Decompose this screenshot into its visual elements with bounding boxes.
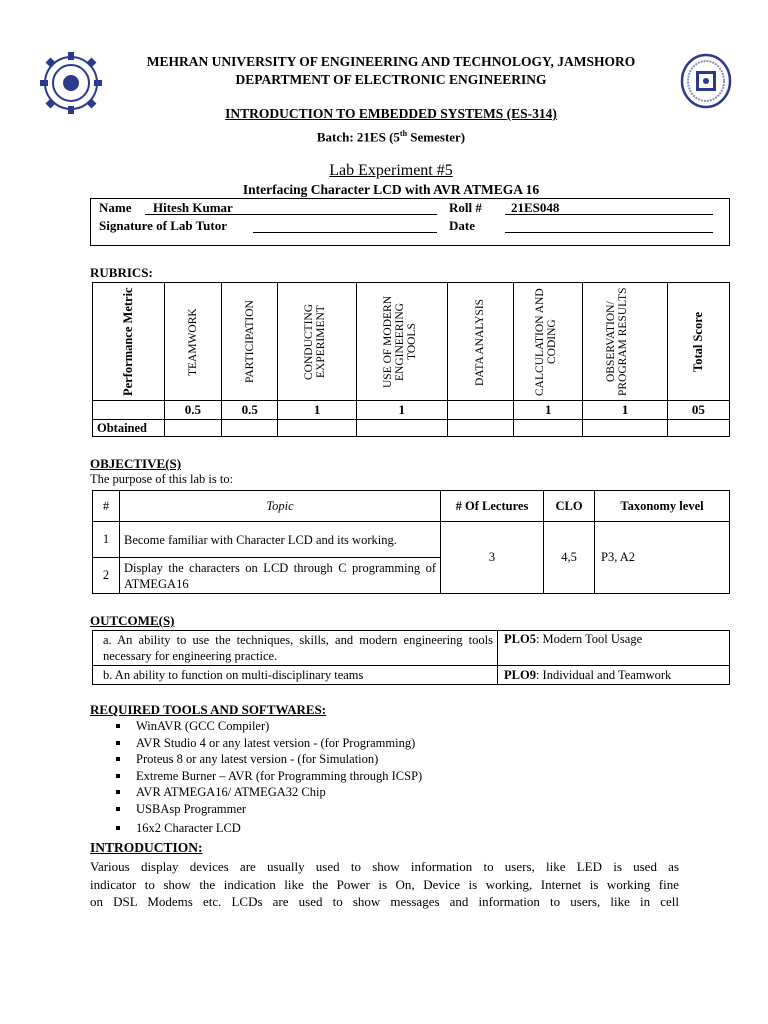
intro-line: on DSL Modems etc. LCDs are used to show messages and information to users, like in cell [90,894,679,909]
tool-item: 16x2 Character LCD [114,820,714,837]
university-logo [38,50,104,116]
col-lectures-header: # Of Lectures [441,491,544,522]
rubric-col-modern-tools: USE OF MODERN ENGINEERING TOOLS [381,295,418,388]
objective-topic: Display the characters on LCD through C programming of ATMEGA16 [120,558,441,594]
department-name: DEPARTMENT OF ELECTRONIC ENGINEERING [235,72,547,87]
batch-prefix: Batch: 21ES (5 [316,129,400,145]
tool-item: USBAsp Programmer [114,801,714,818]
lab-subtitle: Interfacing Character LCD with AVR ATMEGA 16 [242,182,540,197]
weight-cell: 05 [667,401,729,420]
rubric-col-observation: OBSERVATION/ PROGRAM RESULTS [605,287,630,396]
obtained-cell [667,420,729,437]
date-label: Date [449,218,475,233]
plo-code: PLO5 [504,632,536,646]
objectives-intro: The purpose of this lab is to: [90,472,234,486]
col-taxonomy-header: Taxonomy level [595,491,730,522]
clo-value: 4,5 [544,522,595,594]
tools-heading: REQUIRED TOOLS AND SOFTWARES: [90,702,327,717]
student-info-box [90,198,730,246]
rubric-col-cell [164,283,221,401]
obtained-cell [514,420,583,437]
obtained-cell [222,420,278,437]
objectives-table [92,490,730,594]
intro-line: indicator to show the indication like the Power is On, Device is working, Internet is working fine [90,876,679,892]
tool-item: Extreme Burner – AVR (for Programming through ICSP) [114,768,714,785]
outcomes-heading: OUTCOME(S) [90,613,175,628]
rubrics-header-row [93,283,730,401]
outcome-plo [498,666,730,685]
lectures-value: 3 [441,522,544,594]
name-underline [145,214,437,215]
roll-underline [505,214,713,215]
rubrics-table [92,282,730,437]
metric-label: Performance Metric [121,287,136,396]
rubric-col-cell [356,283,447,401]
name-value: Hitesh Kumar [153,200,233,215]
introduction-body [90,858,679,911]
intro-line: Various display devices are usually used to show information to users, like LED is used as [90,859,679,874]
rubric-col-conducting: CONDUCTING EXPERIMENT [303,303,328,380]
introduction-heading: INTRODUCTION: [90,840,203,855]
outcome-text: a. An ability to use the techniques, skills, and modern engineering tools necessary for engineering practice. [93,631,498,666]
plo-desc: : Individual and Teamwork [535,667,672,682]
outcome-row [93,631,730,666]
rubric-col-cell [667,283,729,401]
weight-cell [447,401,513,420]
taxonomy-value: P3, A2 [595,522,730,594]
plo-code: PLO9 [504,667,536,682]
objective-num: 2 [93,558,120,594]
weight-label-cell [93,401,165,420]
col-clo-header: CLO [544,491,595,522]
tool-item: AVR ATMEGA16/ ATMEGA32 Chip [114,784,714,801]
obtained-cell [583,420,667,437]
rubric-col-data-analysis: DATA ANALYSIS [474,297,487,386]
rubric-col-cell [278,283,356,401]
weight-cell: 1 [278,401,356,420]
batch-superscript: th [399,129,408,138]
roll-label: Roll # [449,200,482,215]
tool-item: WinAVR (GCC Compiler) [114,718,714,735]
batch-suffix: Semester) [407,129,466,145]
rubric-col-total: Total Score [691,311,706,372]
rubrics-weight-row [93,401,730,420]
objectives-header-row [93,491,730,522]
obtained-cell [278,420,356,437]
objective-num: 1 [93,522,120,558]
rubric-col-cell [222,283,278,401]
plo-desc: : Modern Tool Usage [535,632,643,646]
university-name: MEHRAN UNIVERSITY OF ENGINEERING AND TECHNOLOGY, JAMSHORO [146,54,636,69]
rubrics-heading: RUBRICS: [90,265,153,280]
rubric-col-cell [447,283,513,401]
col-num-header: # [93,491,120,522]
rubric-col-cell [583,283,667,401]
tool-item: AVR Studio 4 or any latest version - (for Programming) [114,735,714,752]
col-topic-header: Topic [120,491,441,522]
weight-cell: 1 [514,401,583,420]
rubrics-obtained-row [93,420,730,437]
signature-label: Signature of Lab Tutor [99,218,227,233]
obtained-label: Obtained [93,420,165,437]
outcome-row [93,666,730,685]
tools-list [114,718,714,837]
obtained-cell [356,420,447,437]
batch-line [110,125,672,145]
lab-title: Lab Experiment #5 [329,162,453,179]
weight-cell: 0.5 [164,401,221,420]
department-logo [680,53,732,109]
outcome-text: b. An ability to function on multi-disciplinary teams [93,666,498,685]
weight-cell: 0.5 [222,401,278,420]
rubric-col-teamwork: TEAMWORK [186,307,199,376]
obtained-cell [447,420,513,437]
rubric-col-calculation: CALCULATION AND CODING [534,287,559,396]
roll-value: 21ES048 [511,200,560,215]
course-title: INTRODUCTION TO EMBEDDED SYSTEMS (ES-314) [225,106,557,121]
date-line [505,232,713,233]
signature-line [253,232,437,233]
tool-item: Proteus 8 or any latest version - (for Simulation) [114,751,714,768]
objective-row [93,522,730,558]
objectives-heading: OBJECTIVE(S) [90,456,182,471]
rubric-col-cell [514,283,583,401]
objective-topic: Become familiar with Character LCD and its working. [120,522,441,558]
rubric-col-participation: PARTICIPATION [243,300,256,383]
obtained-cell [164,420,221,437]
name-label: Name [99,200,132,215]
weight-cell: 1 [583,401,667,420]
metric-cell [93,283,165,401]
outcomes-table [92,630,730,685]
outcome-plo [498,631,730,666]
weight-cell: 1 [356,401,447,420]
